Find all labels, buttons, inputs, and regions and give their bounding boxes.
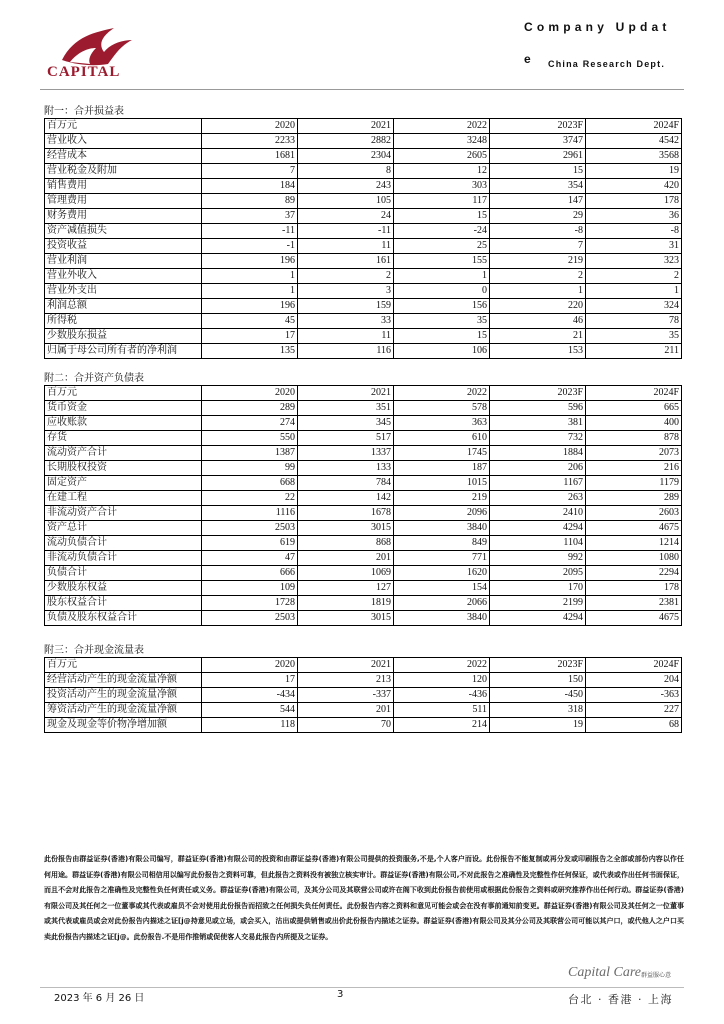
table-row	[45, 476, 682, 491]
report-type-wrap: e	[524, 52, 531, 66]
table-cell: 1	[202, 269, 298, 284]
table-cell: 2	[586, 269, 682, 284]
table-cell: 381	[490, 416, 586, 431]
row-label: 经营成本	[45, 149, 202, 164]
table-cell: 2503	[202, 611, 298, 626]
row-label: 营业税金及附加	[45, 164, 202, 179]
table-cell: 1681	[202, 149, 298, 164]
cash-flow-table	[44, 657, 682, 733]
table-cell: 105	[298, 194, 394, 209]
header-divider	[40, 89, 684, 90]
income-statement-section	[44, 105, 681, 359]
table-cell: 2294	[586, 566, 682, 581]
table-cell: 3	[298, 284, 394, 299]
table-cell: 400	[586, 416, 682, 431]
table-cell: 1	[202, 284, 298, 299]
table-cell: 31	[586, 239, 682, 254]
table-cell: 206	[490, 461, 586, 476]
column-header-year: 2022	[394, 658, 490, 673]
table-cell: 4294	[490, 611, 586, 626]
page-number: 3	[337, 989, 344, 1000]
logo-wordmark: CAPITAL	[47, 64, 121, 80]
column-header-year: 2023F	[490, 658, 586, 673]
income-statement-table	[44, 118, 682, 359]
table-cell: 46	[490, 314, 586, 329]
table-row	[45, 566, 682, 581]
report-type: Company Updat	[524, 20, 671, 34]
table-cell: 150	[490, 673, 586, 688]
table-cell: 2410	[490, 506, 586, 521]
table-cell: 12	[394, 164, 490, 179]
table-cell: 1214	[586, 536, 682, 551]
row-label: 所得税	[45, 314, 202, 329]
table-cell: 351	[298, 401, 394, 416]
table-cell: -436	[394, 688, 490, 703]
table-cell: 550	[202, 431, 298, 446]
table-cell: 3015	[298, 521, 394, 536]
table-cell: 36	[586, 209, 682, 224]
table-cell: 78	[586, 314, 682, 329]
table-row	[45, 329, 682, 344]
table-cell: 619	[202, 536, 298, 551]
table-cell: 109	[202, 581, 298, 596]
column-header-year: 2024F	[586, 119, 682, 134]
table-cell: 7	[202, 164, 298, 179]
table-row	[45, 718, 682, 733]
table-row	[45, 688, 682, 703]
table-cell: 1819	[298, 596, 394, 611]
table-cell: 771	[394, 551, 490, 566]
table-cell: 127	[298, 581, 394, 596]
capital-care-logo: Capital Care	[568, 965, 641, 980]
cash-flow-section	[44, 644, 681, 733]
table-row	[45, 284, 682, 299]
table-cell: 2605	[394, 149, 490, 164]
table-cell: -11	[202, 224, 298, 239]
table-cell: 116	[298, 344, 394, 359]
table-cell: 3568	[586, 149, 682, 164]
column-header-year: 2022	[394, 119, 490, 134]
table-cell: 354	[490, 179, 586, 194]
row-label: 存货	[45, 431, 202, 446]
table-cell: 2503	[202, 521, 298, 536]
table-cell: 135	[202, 344, 298, 359]
table-cell: 578	[394, 401, 490, 416]
row-label: 流动资产合计	[45, 446, 202, 461]
table-cell: 665	[586, 401, 682, 416]
column-header-year: 2021	[298, 386, 394, 401]
table-cell: 159	[298, 299, 394, 314]
table-cell: 117	[394, 194, 490, 209]
table-cell: 2961	[490, 149, 586, 164]
column-header-year: 2021	[298, 658, 394, 673]
cash-flow-title: 附三：合并现金流量表	[44, 645, 144, 656]
table-cell: 289	[202, 401, 298, 416]
table-cell: 154	[394, 581, 490, 596]
table-cell: 1116	[202, 506, 298, 521]
table-header-row	[45, 658, 682, 673]
table-row	[45, 401, 682, 416]
table-cell: 29	[490, 209, 586, 224]
table-cell: 3840	[394, 611, 490, 626]
table-cell: 118	[202, 718, 298, 733]
table-cell: 216	[586, 461, 682, 476]
row-label: 流动负债合计	[45, 536, 202, 551]
row-label: 负债合计	[45, 566, 202, 581]
table-cell: 17	[202, 673, 298, 688]
column-header-year: 2024F	[586, 658, 682, 673]
table-row	[45, 416, 682, 431]
table-cell: 2095	[490, 566, 586, 581]
table-cell: -8	[586, 224, 682, 239]
table-cell: 22	[202, 491, 298, 506]
table-cell: 25	[394, 239, 490, 254]
table-cell: 544	[202, 703, 298, 718]
table-cell: 303	[394, 179, 490, 194]
table-row	[45, 446, 682, 461]
table-cell: 4542	[586, 134, 682, 149]
table-cell: 1728	[202, 596, 298, 611]
table-cell: 70	[298, 718, 394, 733]
table-cell: 323	[586, 254, 682, 269]
table-cell: -1	[202, 239, 298, 254]
column-header-year: 2023F	[490, 386, 586, 401]
column-header-year: 2021	[298, 119, 394, 134]
table-cell: 3747	[490, 134, 586, 149]
row-label: 营业收入	[45, 134, 202, 149]
table-cell: 1069	[298, 566, 394, 581]
table-cell: 596	[490, 401, 586, 416]
table-cell: 2882	[298, 134, 394, 149]
table-cell: 3840	[394, 521, 490, 536]
table-cell: -434	[202, 688, 298, 703]
table-row	[45, 596, 682, 611]
table-cell: 120	[394, 673, 490, 688]
table-cell: 161	[298, 254, 394, 269]
table-cell: 868	[298, 536, 394, 551]
table-cell: 2	[490, 269, 586, 284]
table-cell: 106	[394, 344, 490, 359]
row-label: 在建工程	[45, 491, 202, 506]
row-label: 销售费用	[45, 179, 202, 194]
row-label: 固定资产	[45, 476, 202, 491]
table-row	[45, 506, 682, 521]
table-cell: -8	[490, 224, 586, 239]
table-cell: 668	[202, 476, 298, 491]
table-cell: -363	[586, 688, 682, 703]
column-header-year: 2020	[202, 658, 298, 673]
table-row	[45, 431, 682, 446]
column-header-unit: 百万元	[45, 119, 202, 134]
table-cell: 992	[490, 551, 586, 566]
table-cell: 99	[202, 461, 298, 476]
table-cell: 243	[298, 179, 394, 194]
row-label: 利润总额	[45, 299, 202, 314]
table-cell: 324	[586, 299, 682, 314]
table-cell: 878	[586, 431, 682, 446]
column-header-unit: 百万元	[45, 658, 202, 673]
table-row	[45, 536, 682, 551]
table-cell: 142	[298, 491, 394, 506]
table-row	[45, 299, 682, 314]
table-cell: 1337	[298, 446, 394, 461]
balance-sheet-title: 附二：合并资产负债表	[44, 373, 144, 384]
column-header-year: 2020	[202, 119, 298, 134]
table-cell: 0	[394, 284, 490, 299]
table-cell: 345	[298, 416, 394, 431]
table-cell: 274	[202, 416, 298, 431]
table-cell: 68	[586, 718, 682, 733]
row-label: 非流动负债合计	[45, 551, 202, 566]
table-header-row	[45, 119, 682, 134]
table-cell: 156	[394, 299, 490, 314]
table-cell: 35	[586, 329, 682, 344]
table-cell: 4675	[586, 521, 682, 536]
table-cell: 1015	[394, 476, 490, 491]
row-label: 非流动资产合计	[45, 506, 202, 521]
table-cell: 1	[490, 284, 586, 299]
table-cell: 24	[298, 209, 394, 224]
table-cell: 33	[298, 314, 394, 329]
table-cell: 214	[394, 718, 490, 733]
table-row	[45, 581, 682, 596]
table-cell: 263	[490, 491, 586, 506]
row-label: 筹资活动产生的现金流量净额	[45, 703, 202, 718]
table-cell: 1104	[490, 536, 586, 551]
table-cell: 1678	[298, 506, 394, 521]
table-cell: -337	[298, 688, 394, 703]
table-cell: 196	[202, 254, 298, 269]
table-cell: 201	[298, 551, 394, 566]
table-cell: 1	[394, 269, 490, 284]
table-header-row	[45, 386, 682, 401]
table-cell: 35	[394, 314, 490, 329]
row-label: 资产总计	[45, 521, 202, 536]
table-cell: 732	[490, 431, 586, 446]
table-cell: 1620	[394, 566, 490, 581]
row-label: 现金及现金等价物净增加额	[45, 718, 202, 733]
table-cell: 849	[394, 536, 490, 551]
table-cell: 184	[202, 179, 298, 194]
footer-divider	[40, 987, 684, 988]
table-row	[45, 194, 682, 209]
table-cell: 204	[586, 673, 682, 688]
table-cell: 11	[298, 329, 394, 344]
table-cell: 666	[202, 566, 298, 581]
table-cell: 610	[394, 431, 490, 446]
table-cell: 1387	[202, 446, 298, 461]
table-cell: 2233	[202, 134, 298, 149]
row-label: 经营活动产生的现金流量净额	[45, 673, 202, 688]
table-cell: 363	[394, 416, 490, 431]
column-header-year: 2024F	[586, 386, 682, 401]
table-cell: -450	[490, 688, 586, 703]
table-cell: 8	[298, 164, 394, 179]
office-cities: 台北 · 香港 · 上海	[568, 993, 673, 1006]
table-cell: 4675	[586, 611, 682, 626]
capital-care-chinese: 群益服心意	[641, 972, 672, 979]
table-row	[45, 254, 682, 269]
table-cell: 2096	[394, 506, 490, 521]
income-statement-title: 附一：合并损益表	[44, 106, 124, 117]
table-cell: 1167	[490, 476, 586, 491]
table-row	[45, 703, 682, 718]
table-row	[45, 344, 682, 359]
table-cell: 220	[490, 299, 586, 314]
table-row	[45, 179, 682, 194]
row-label: 应收账款	[45, 416, 202, 431]
table-cell: 2073	[586, 446, 682, 461]
table-cell: 170	[490, 581, 586, 596]
table-cell: 2	[298, 269, 394, 284]
row-label: 资产减值损失	[45, 224, 202, 239]
table-cell: 227	[586, 703, 682, 718]
balance-sheet-section	[44, 372, 681, 626]
report-date: 2023 年 6 月 26 日	[54, 993, 145, 1004]
table-row	[45, 239, 682, 254]
table-cell: 11	[298, 239, 394, 254]
table-cell: 178	[586, 194, 682, 209]
row-label: 负债及股东权益合计	[45, 611, 202, 626]
row-label: 投资活动产生的现金流量净额	[45, 688, 202, 703]
table-cell: 289	[586, 491, 682, 506]
table-cell: 2603	[586, 506, 682, 521]
table-row	[45, 134, 682, 149]
table-row	[45, 551, 682, 566]
row-label: 营业外支出	[45, 284, 202, 299]
table-cell: 2199	[490, 596, 586, 611]
column-header-unit: 百万元	[45, 386, 202, 401]
table-cell: 511	[394, 703, 490, 718]
table-cell: 219	[490, 254, 586, 269]
table-cell: 3248	[394, 134, 490, 149]
table-row	[45, 611, 682, 626]
table-cell: 89	[202, 194, 298, 209]
table-cell: 3015	[298, 611, 394, 626]
table-cell: 219	[394, 491, 490, 506]
column-header-year: 2022	[394, 386, 490, 401]
row-label: 营业利润	[45, 254, 202, 269]
balance-sheet-table	[44, 385, 682, 626]
row-label: 股东权益合计	[45, 596, 202, 611]
table-cell: 1884	[490, 446, 586, 461]
table-row	[45, 491, 682, 506]
table-cell: 1745	[394, 446, 490, 461]
table-cell: 1179	[586, 476, 682, 491]
table-cell: -11	[298, 224, 394, 239]
table-cell: 7	[490, 239, 586, 254]
table-row	[45, 521, 682, 536]
table-cell: 1080	[586, 551, 682, 566]
row-label: 长期股权投资	[45, 461, 202, 476]
table-cell: 15	[490, 164, 586, 179]
row-label: 投资收益	[45, 239, 202, 254]
table-cell: 133	[298, 461, 394, 476]
table-cell: 420	[586, 179, 682, 194]
table-cell: 17	[202, 329, 298, 344]
disclaimer-text: 此份报告由群益证券(香港)有限公司编写，群益证券(香港)有限公司的投资和由群证益券(香港)有限公司提供的投资服务,不是,个人客户而设。此份报告不能复制或再分发或印刷报告之全部或部份内容以作任何用途。群益证券(香港)有限公司相信用以编写此份报告之资料可靠，但此报告之资料没有被独立核实审计。群益证券(香港)有限公司,不对此报告之准确性及完整性作任何保证，或代表或作出任何书面保证，而且不会对此报告之准确性及完整性负任何责任或义务。群益证券(香港)有限公司，及其分公司及其联营公司或许在阁下收到此份报告前使用或根据此份报告之资料或研究推荐作出任何行动。群益证券(香港)有限公司及其任何之一位董事或其代表或雇员不会对使用此份报告而招致之任何损失负任何责任。此份报告内容之资料和意见可能会或会在没有事前通知前变更。群益证券(香港)有限公司及其任何之一位董事或其代表或雇员或会对此份报告内描述之证[j@持意见或立场，或会买入，沽出或提供销售或出价此份报告内描述之证券。群益证券(香港)有限公司及其分公司及其联营公司可能以其户口，或代他人之户口买卖此份报告内描述之证[j@。此份报告.不是用作推销或促使客人交易此报告内所提及之证券。	[44, 855, 684, 941]
department: China Research Dept.	[548, 59, 666, 69]
table-row	[45, 461, 682, 476]
table-cell: 187	[394, 461, 490, 476]
column-header-year: 2020	[202, 386, 298, 401]
table-row	[45, 149, 682, 164]
table-cell: 196	[202, 299, 298, 314]
table-cell: 211	[586, 344, 682, 359]
table-row	[45, 209, 682, 224]
table-cell: 153	[490, 344, 586, 359]
column-header-year: 2023F	[490, 119, 586, 134]
table-cell: 15	[394, 329, 490, 344]
table-row	[45, 673, 682, 688]
table-cell: -24	[394, 224, 490, 239]
table-cell: 213	[298, 673, 394, 688]
row-label: 营业外收入	[45, 269, 202, 284]
row-label: 归属于母公司所有者的净利润	[45, 344, 202, 359]
row-label: 管理费用	[45, 194, 202, 209]
table-row	[45, 164, 682, 179]
row-label: 少数股东权益	[45, 581, 202, 596]
row-label: 少数股东损益	[45, 329, 202, 344]
table-cell: 37	[202, 209, 298, 224]
row-label: 财务费用	[45, 209, 202, 224]
table-cell: 155	[394, 254, 490, 269]
table-row	[45, 224, 682, 239]
table-cell: 19	[490, 718, 586, 733]
table-cell: 45	[202, 314, 298, 329]
table-cell: 147	[490, 194, 586, 209]
table-cell: 15	[394, 209, 490, 224]
table-cell: 47	[202, 551, 298, 566]
table-row	[45, 269, 682, 284]
table-cell: 178	[586, 581, 682, 596]
table-cell: 2381	[586, 596, 682, 611]
table-cell: 4294	[490, 521, 586, 536]
table-cell: 2304	[298, 149, 394, 164]
row-label: 货币资金	[45, 401, 202, 416]
table-cell: 784	[298, 476, 394, 491]
table-cell: 21	[490, 329, 586, 344]
table-cell: 318	[490, 703, 586, 718]
table-cell: 517	[298, 431, 394, 446]
table-cell: 19	[586, 164, 682, 179]
table-cell: 2066	[394, 596, 490, 611]
table-cell: 1	[586, 284, 682, 299]
table-row	[45, 314, 682, 329]
table-cell: 201	[298, 703, 394, 718]
